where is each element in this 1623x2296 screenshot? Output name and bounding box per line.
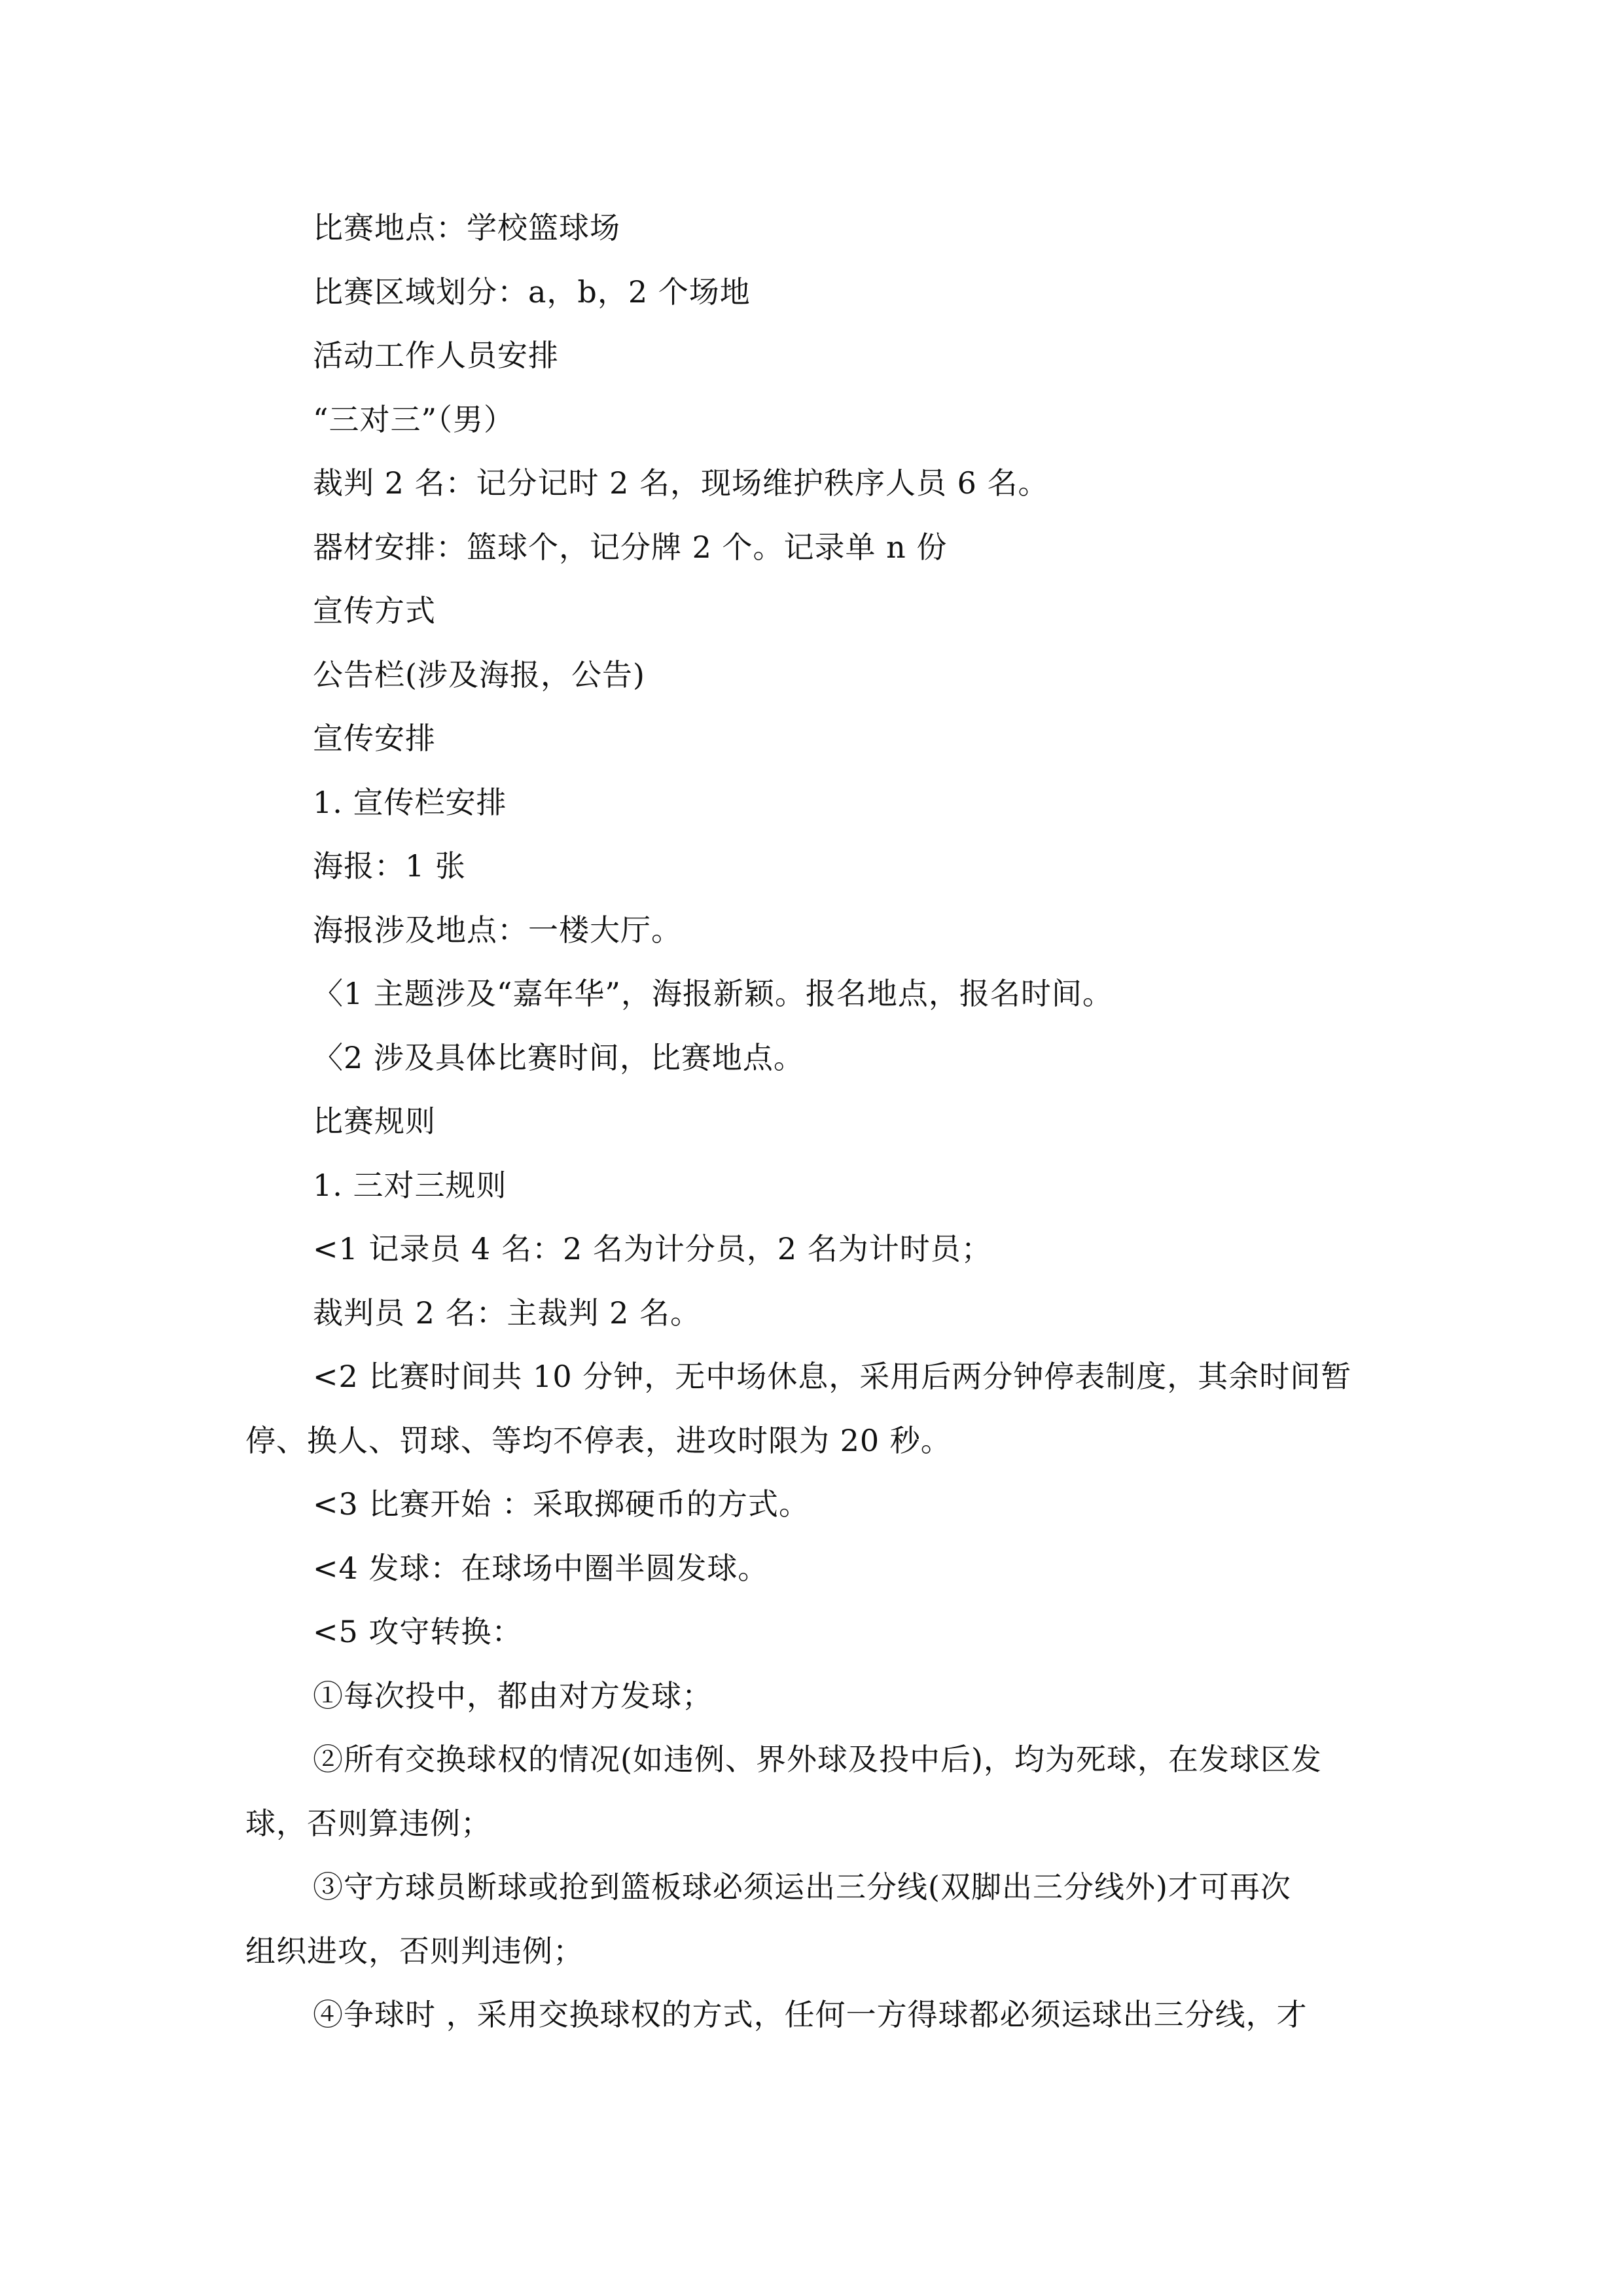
text-line: 组织进攻，否则判违例；	[245, 1933, 584, 1969]
text-line: 比赛区域划分：a，b，2 个场地	[313, 274, 751, 310]
text-line: 1. 三对三规则	[313, 1167, 507, 1203]
text-line: 比赛规则	[313, 1103, 436, 1139]
text-line: <4 发球：在球场中圈半圆发球。	[313, 1550, 769, 1586]
text-line: 裁判 2 名：记分记时 2 名，现场维护秩序人员 6 名。	[313, 465, 1049, 501]
text-line: 宣传方式	[313, 593, 436, 628]
text-line: 裁判员 2 名：主裁判 2 名。	[313, 1295, 702, 1331]
text-line: “三对三”（男）	[313, 401, 515, 437]
text-line: 〈1 主题涉及“嘉年华”，海报新颖。报名地点，报名时间。	[313, 976, 1113, 1011]
text-line: ②所有交换球权的情况(如违例、界外球及投中后)，均为死球，在发球区发	[313, 1742, 1322, 1777]
text-line: 停、换人、罚球、等均不停表，进攻时限为 20 秒。	[245, 1422, 952, 1458]
text-line: <5 攻守转换：	[313, 1614, 523, 1649]
text-line: 海报涉及地点：一楼大厅。	[313, 912, 682, 948]
text-line: 器材安排：篮球个，记分牌 2 个。记录单 n 份	[313, 529, 948, 565]
text-line: 活动工作人员安排	[313, 338, 559, 373]
text-line: 宣传安排	[313, 721, 436, 756]
text-line: <1 记录员 4 名：2 名为计分员，2 名为计时员；	[313, 1231, 992, 1266]
text-line: <3 比赛开始 ：采取掷硬币的方式。	[313, 1486, 810, 1522]
text-line: 球，否则算违例；	[245, 1805, 491, 1841]
text-line: 公告栏(涉及海报，公告)	[313, 656, 645, 692]
text-line: 〈2 涉及具体比赛时间，比赛地点。	[313, 1039, 804, 1075]
text-line: 海报：1 张	[313, 848, 466, 884]
text-line: <2 比赛时间共 10 分钟，无中场休息，采用后两分钟停表制度，其余时间暂	[313, 1359, 1352, 1394]
text-line: ④争球时 ，采用交换球权的方式，任何一方得球都必须运球出三分线，才	[313, 1997, 1308, 2032]
text-line: ③守方球员断球或抢到篮板球必须运出三分线(双脚出三分线外)才可再次	[313, 1869, 1291, 1905]
text-line: 比赛地点：学校篮球场	[313, 210, 620, 245]
text-line: ①每次投中，都由对方发球；	[313, 1677, 713, 1713]
document-body	[245, 196, 1374, 2047]
text-line: 1. 宣传栏安排	[313, 784, 507, 820]
